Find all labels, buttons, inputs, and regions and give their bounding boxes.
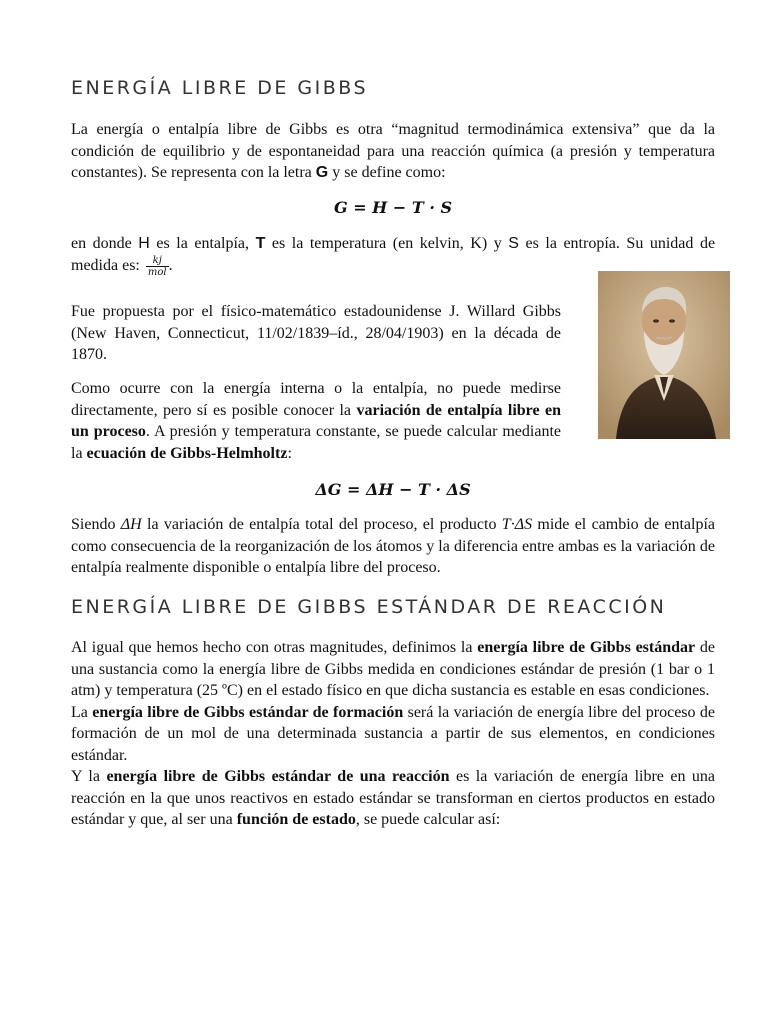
gibbs-portrait bbox=[598, 271, 730, 439]
gibbs-equation: G = H − T · S bbox=[333, 198, 453, 217]
intro-paragraph: La energía o entalpía libre de Gibbs es otra “magnitud termodinámica extensiva” que da la condición de equilibrio y de espontaneidad para una reacción química (a presión y temperatura constantes). Se representa con la letra G y se define como: bbox=[71, 121, 715, 181]
letter-g: G bbox=[315, 164, 329, 181]
section-heading-standard: ENERGÍA LIBRE DE GIBBS ESTÁNDAR DE REACCIÓN bbox=[71, 596, 667, 618]
definition-paragraph: en donde H es la entalpía, T es la temperatura (en kelvin, K) y S es la entropía. Su unidad de medida es: $\frac{kj}{\text{mol}}$ . bbox=[71, 235, 716, 278]
history-paragraph: Fue propuesta por el físico-matemático estadounidense J. Willard Gibbs (New Haven, Connecticut, 11/02/1839–íd., 28/04/1903) en la década de 1870. bbox=[71, 303, 561, 363]
unit-fraction: $\frac{kj}{\text{mol}}$ bbox=[147, 254, 167, 278]
gibbs-helmholtz-equation: ΔG = ΔH − T · ΔS bbox=[315, 480, 471, 499]
variation-paragraph: Como ocurre con la energía interna o la entalpía, no puede medirse directamente, pero sí es posible conocer la variación de entalpía libre en un proceso. A presión y temperatura constante, se puede calcular mediante la ecuación de Gibbs-Helmholtz: bbox=[71, 380, 562, 462]
section-heading: ENERGÍA LIBRE DE GIBBS bbox=[71, 77, 369, 99]
standard-paragraph: Al igual que hemos hecho con otras magnitudes, definimos la energía libre de Gibbs estándar de una sustancia como la energía libre de Gibbs medida en condiciones estándar de presión (1 bar o 1 atm) y temperatura (25 ºC) en el estado físico en que dicha sustancia es estable en esas condiciones. La energía libre de Gibbs estándar de formación será la variación de energía libre del proceso de formación de un mol de una determinada sustancia a partir de sus elementos, en condiciones estándar. Y la energía libre de Gibbs estándar de una reacción es la variación de energía libre en una reacción en la que unos reactivos en estado estándar se transforman en ciertos productos en estado estándar y que, al ser una función de estado, se puede calcular así: bbox=[71, 639, 716, 828]
explanation-paragraph: Siendo ΔH la variación de entalpía total del proceso, el producto T·ΔS mide el cambio de entalpía como consecuencia de la reorganización de los átomos y la diferencia entre ambas es la variación de entalpía realmente disponible o entalpía libre del proceso. bbox=[71, 516, 716, 576]
